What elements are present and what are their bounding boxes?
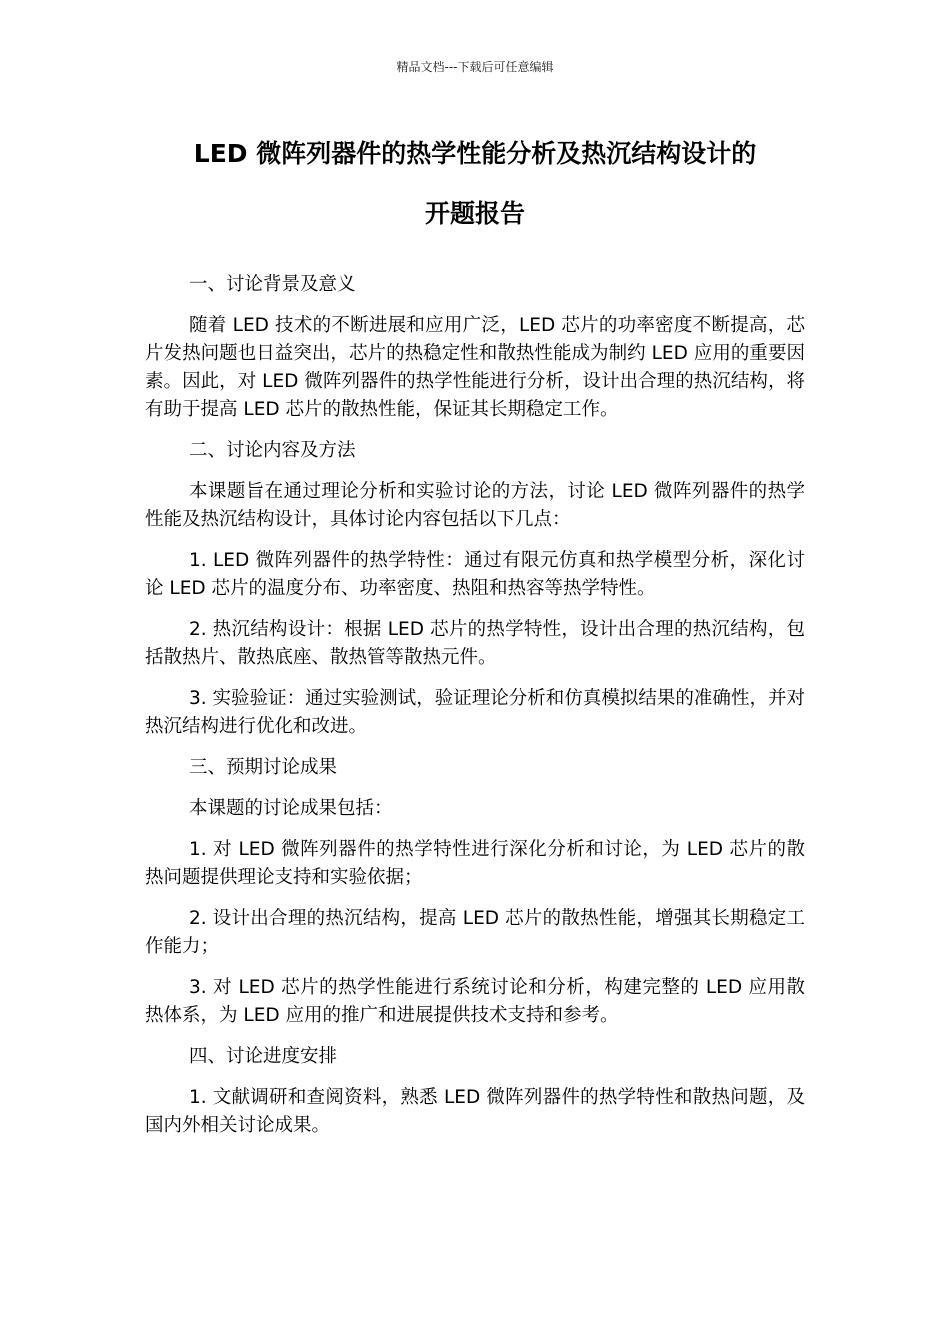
- list-item-thermal-characteristics: 1. LED 微阵列器件的热学特性：通过有限元仿真和热学模型分析，深化讨论 LED 芯片的温度分布、功率密度、热阻和热容等热学特性。: [145, 550, 805, 599]
- section-heading-schedule: 四、讨论进度安排: [189, 1046, 338, 1067]
- list-item-result-1: 1. 对 LED 微阵列器件的热学特性进行深化分析和讨论，为 LED 芯片的散热问题提供理论支持和实验依据；: [145, 839, 805, 888]
- document-title-line-1: LED 微阵列器件的热学性能分析及热沉结构设计的: [193, 139, 757, 168]
- list-item-result-3: 3. 对 LED 芯片的热学性能进行系统讨论和分析，构建完整的 LED 应用散热体系，为 LED 应用的推广和进展提供技术支持和参考。: [145, 977, 805, 1026]
- section-heading-expected-results: 三、预期讨论成果: [189, 757, 338, 778]
- section-heading-content-method: 二、讨论内容及方法: [189, 440, 356, 461]
- header-note: 精品文档---下载后可任意编辑: [396, 60, 554, 74]
- list-item-experiment-verification: 3. 实验验证：通过实验测试，验证理论分析和仿真模拟结果的准确性，并对热沉结构进行优化和改进。: [145, 688, 805, 737]
- paragraph-background: 随着 LED 技术的不断进展和应用广泛，LED 芯片的功率密度不断提高，芯片发热问题也日益突出，芯片的热稳定性和散热性能成为制约 LED 应用的重要因素。因此，对 LED 微阵列器件的热学性能进行分析，设计出合理的热沉结构，将有助于提高 LED 芯片的散热性能，保证其长期稳定工作。: [145, 315, 805, 420]
- list-item-schedule-1: 1. 文献调研和查阅资料，熟悉 LED 微阵列器件的热学特性和散热问题，及国内外相关讨论成果。: [145, 1087, 805, 1136]
- list-item-heat-sink-design: 2. 热沉结构设计：根据 LED 芯片的热学特性，设计出合理的热沉结构，包括散热片、散热底座、散热管等散热元件。: [145, 619, 805, 668]
- paragraph-results-intro: 本课题的讨论成果包括：: [189, 798, 393, 819]
- section-heading-background: 一、讨论背景及意义: [189, 274, 356, 295]
- document-title-line-2: 开题报告: [424, 199, 525, 228]
- document-body: [145, 271, 805, 1153]
- list-item-result-2: 2. 设计出合理的热沉结构，提高 LED 芯片的散热性能，增强其长期稳定工作能力；: [145, 908, 805, 957]
- paragraph-method-intro: 本课题旨在通过理论分析和实验讨论的方法，讨论 LED 微阵列器件的热学性能及热沉结构设计，具体讨论内容包括以下几点：: [145, 481, 805, 530]
